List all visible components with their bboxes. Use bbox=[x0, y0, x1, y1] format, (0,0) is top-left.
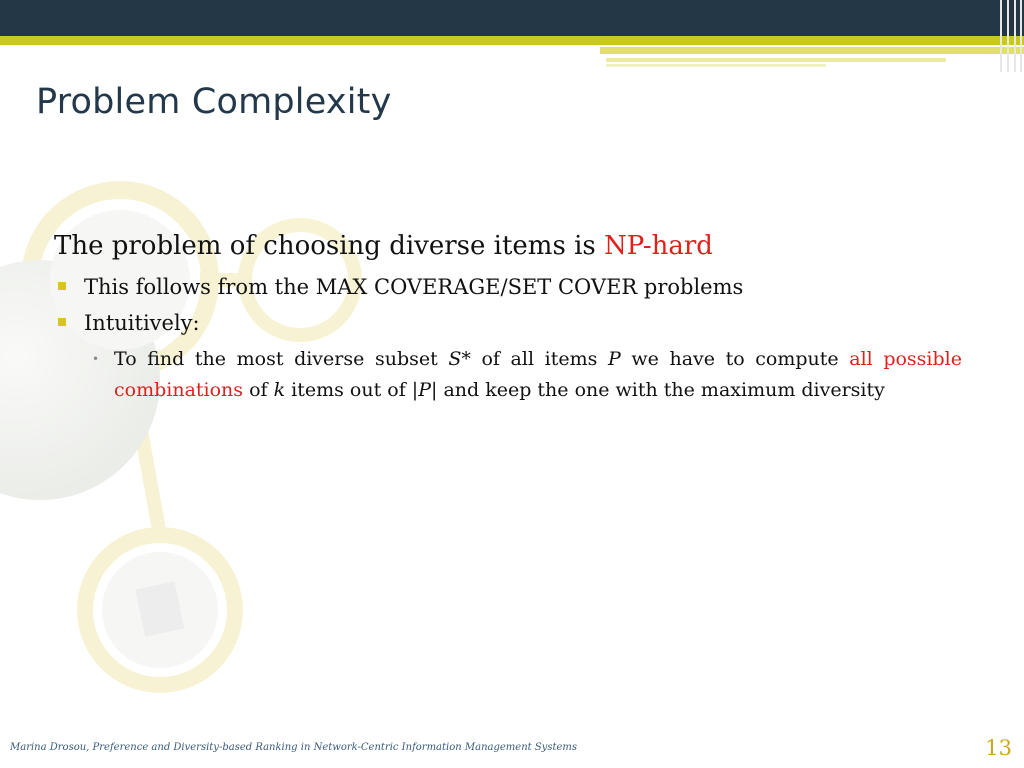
math-var-p: P bbox=[607, 348, 621, 370]
sub-bullet-text: of bbox=[243, 379, 274, 401]
header-vertical-lines bbox=[998, 0, 1024, 72]
bullet-item bbox=[54, 308, 962, 338]
sub-bullet-text: we have to compute bbox=[620, 348, 850, 370]
bullet-text: Intuitively: bbox=[84, 311, 200, 335]
header-accent-stripe bbox=[0, 36, 1024, 45]
sub-bullet-text: To find the most diverse subset bbox=[114, 348, 449, 370]
header-accent-stripe-2 bbox=[600, 47, 1024, 54]
page-number: 13 bbox=[985, 736, 1012, 760]
math-star: * bbox=[461, 348, 471, 370]
header-bar bbox=[0, 0, 1024, 36]
lead-statement bbox=[54, 228, 962, 264]
combinations-highlight: all possible combinations bbox=[114, 348, 962, 401]
sub-bullet-item bbox=[54, 344, 962, 406]
sub-bullet-text: | and keep the one with the maximum diversity bbox=[431, 379, 885, 401]
lead-text: The problem of choosing diverse items is bbox=[54, 231, 604, 261]
square-bullet-icon bbox=[58, 282, 66, 290]
footer-citation: Marina Drosou, Preference and Diversity-based Ranking in Network-Centric Information Management Systems bbox=[10, 742, 578, 753]
square-bullet-icon bbox=[58, 318, 66, 326]
math-var-p: P bbox=[418, 379, 431, 401]
slide-content bbox=[54, 228, 962, 406]
math-var-k: k bbox=[273, 379, 286, 401]
header-accent-stripe-4 bbox=[606, 64, 826, 67]
header-accent-stripe-3 bbox=[606, 58, 946, 62]
math-var-s: S bbox=[448, 348, 462, 370]
sub-bullet-text: items out of | bbox=[285, 379, 419, 401]
bullet-text: This follows from the MAX COVERAGE/SET COVER problems bbox=[84, 275, 744, 299]
sub-bullet-text: of all items bbox=[470, 348, 608, 370]
bullet-item bbox=[54, 272, 962, 302]
slide-title: Problem Complexity bbox=[36, 82, 392, 122]
np-hard-highlight: NP-hard bbox=[604, 231, 713, 261]
dot-bullet-icon: • bbox=[92, 352, 100, 366]
